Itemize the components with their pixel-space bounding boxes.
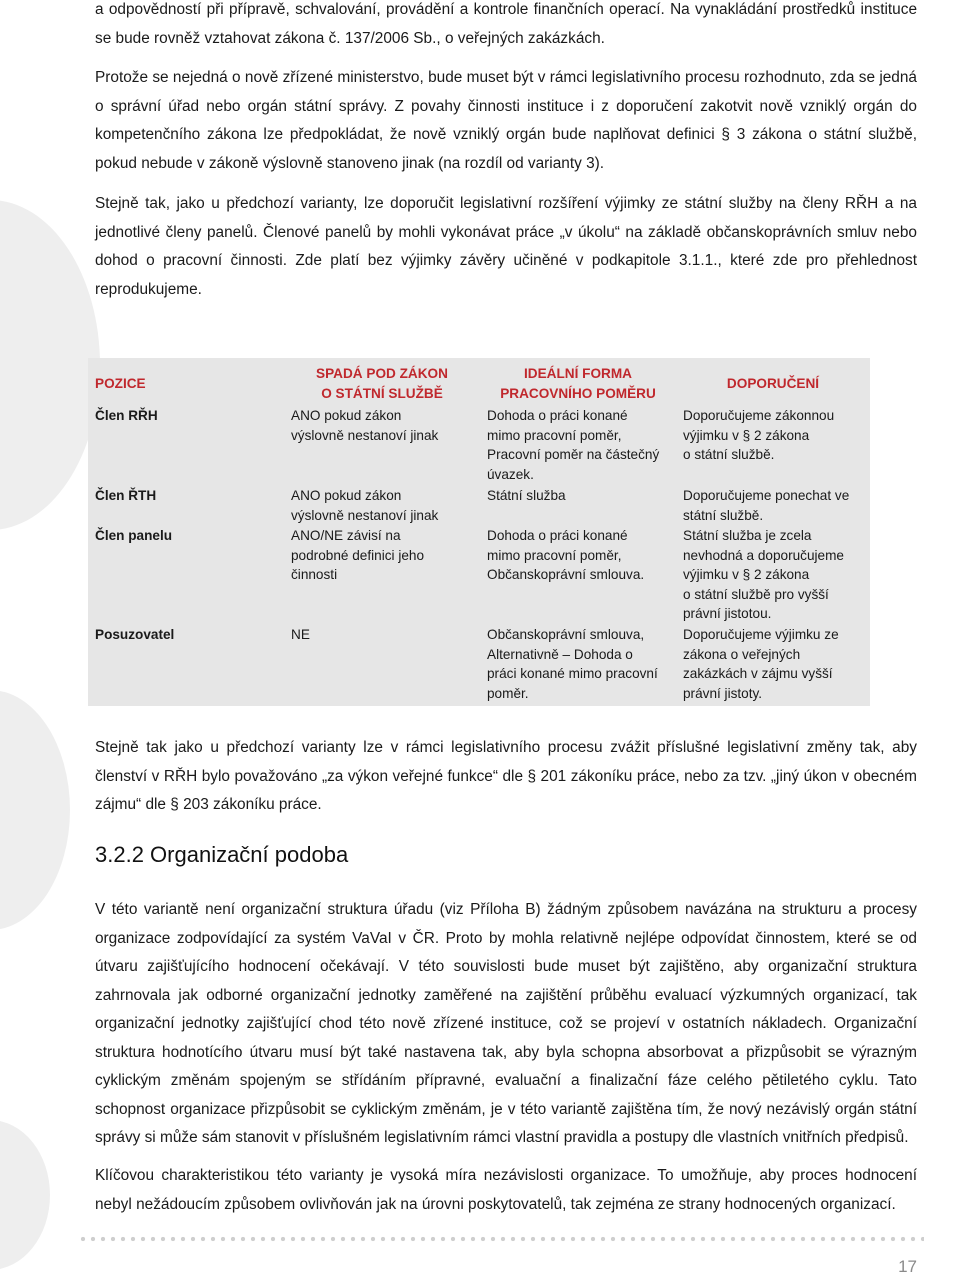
paragraph: Stejně tak, jako u předchozí varianty, lze doporučit legislativní rozšíření výjimky ze státní služby na členy RŘH a na jednotlivé členy panelů. Členové panelů by mohli vykonávat práce „v úkolu“ na základě občanskoprávních smluv nebo dohod o pracovní činnosti. Zde platí bez výjimky závěry učiněné v podkapitole 3.1.1., které zde pro přehlednost reprodukujeme. [95,195,917,298]
table-cell: Doporučujeme zákonnou výjimku v § 2 zákona o státní službě. [683,408,835,462]
decorative-circle [0,690,70,930]
footer-dotted-divider [78,1236,924,1242]
table-cell: Státní služba je zcela nevhodná a doporučujeme výjimku v § 2 zákona o státní službě pro vyšší právní jistotou. [683,528,844,621]
header-forma: IDEÁLNÍ FORMA PRACOVNÍHO POMĚRU [500,366,656,401]
paragraph: Klíčovou charakteristikou této varianty je vysoká míra nezávislosti organizace. To umožňuje, aby proces hodnocení nebyl nežádoucím způsobem ovlivňován jak na úrovni poskytovatelů, tak zejména ze strany hodnocených organizací. [95,1167,917,1213]
table-cell: NE [291,627,310,642]
table-cell: Dohoda o práci konané mimo pracovní poměr, Pracovní poměr na částečný úvazek. [487,408,660,482]
table-cell: ANO pokud zákon výslovně nestanoví jinak [291,408,439,443]
decorative-circle [0,200,100,530]
paragraph: Protože se nejedná o nově zřízené ministerstvo, bude muset být v rámci legislativního procesu rozhodnuto, zda se jedná o správní úřad nebo orgán státní správy. Z povahy činnosti instituce i z doporučení zakotvit nově vzniklý orgán do kompetenčního zákona lze předpokládat, že nově vzniklý orgán bude naplňovat definici § 3 zákona o státní službě, pokud nebude v zákoně výslovně stanoveno jinak (na rozdíl od varianty 3). [95,69,917,172]
table-cell: ANO/NE závisí na podrobné definici jeho činnosti [291,528,425,582]
table-cell: Dohoda o práci konané mimo pracovní poměr, Občanskoprávní smlouva. [487,528,645,582]
table-cell: Doporučujeme výjimku ze zákona o veřejných zakázkách v zájmu vyšší právní jistoty. [683,627,839,701]
header-statni-sluzba: SPADÁ POD ZÁKON O STÁTNÍ SLUŽBĚ [316,366,448,401]
table-row [88,526,870,625]
header-pozice: POZICE [95,375,146,391]
paragraph: a odpovědností při přípravě, schvalování, provádění a kontrole finančních operací. Na vynakládání prostředků instituce se bude rovněž vztahovat zákona č. 137/2006 Sb., o veřejných zakázkách. [95,1,917,47]
role-cell: Posuzovatel [95,627,175,642]
table-row [88,406,870,486]
table-row [88,625,870,706]
paragraph: Stejně tak jako u předchozí varianty lze v rámci legislativního procesu zvážit příslušné legislativní změny tak, aby členství v RŘH bylo považováno „za výkon veřejné funkce“ dle § 201 zákoníku práce, nebo za tzv. „jiný úkon v obecném zájmu“ dle § 203 zákoníku práce. [95,739,917,813]
table-cell: ANO pokud zákon výslovně nestanoví jinak [291,488,439,523]
page-number: 17 [898,1257,917,1276]
role-cell: Člen ŘTH [95,488,157,503]
decorative-circle [0,1120,50,1270]
role-cell: Člen RŘH [95,408,158,423]
section-heading: 3.2.2 Organizační podoba [95,842,349,867]
paragraph: V této variantě není organizační struktura úřadu (viz Příloha B) žádným způsobem navázána na strukturu a procesy organizace zodpovídající za systém VaVaI v ČR. Proto by mohla relativně nejlépe odpovídat činnostem, které se od útvaru zajišťujícího hodnocení očekávají. V této souvislosti bude muset být zajištěno, aby organizační struktura zahrnovala jak odborné organizační jednotky zaměřené na zajištění průběhu evaluací výzkumných organizací, tak organizační jednotky zajišťující chod této nově zřízené instituce, což se projeví v ostatních nákladech. Organizační struktura hodnotícího útvaru musí být také nastavena tak, aby byla schopna absorbovat a přizpůsobit se výrazným cyklickým změnám spojeným se střídáním přípravné, evaluační a finalizační fáze celého pětiletého cyklu. Tato schopnost organizace přizpůsobit se cyklickým změnám, je v této variantě zajištěna tím, že nový nezávislý orgán státní správy si může sám stanovit v příslušném legislativním rámci vlastní pravidla a postupy dle vlastních vnitřních předpisů. [95,901,917,1146]
table-header-row [88,358,870,406]
table-cell: Státní služba [487,488,566,503]
table-cell: Občanskoprávní smlouva, Alternativně – Dohoda o práci konané mimo pracovní poměr. [487,627,658,701]
role-cell: Člen panelu [95,528,173,543]
header-doporuceni: DOPORUČENÍ [726,375,820,391]
position-table [88,358,870,706]
table-row [88,486,870,526]
table-cell: Doporučujeme ponechat ve státní službě. [683,488,850,523]
